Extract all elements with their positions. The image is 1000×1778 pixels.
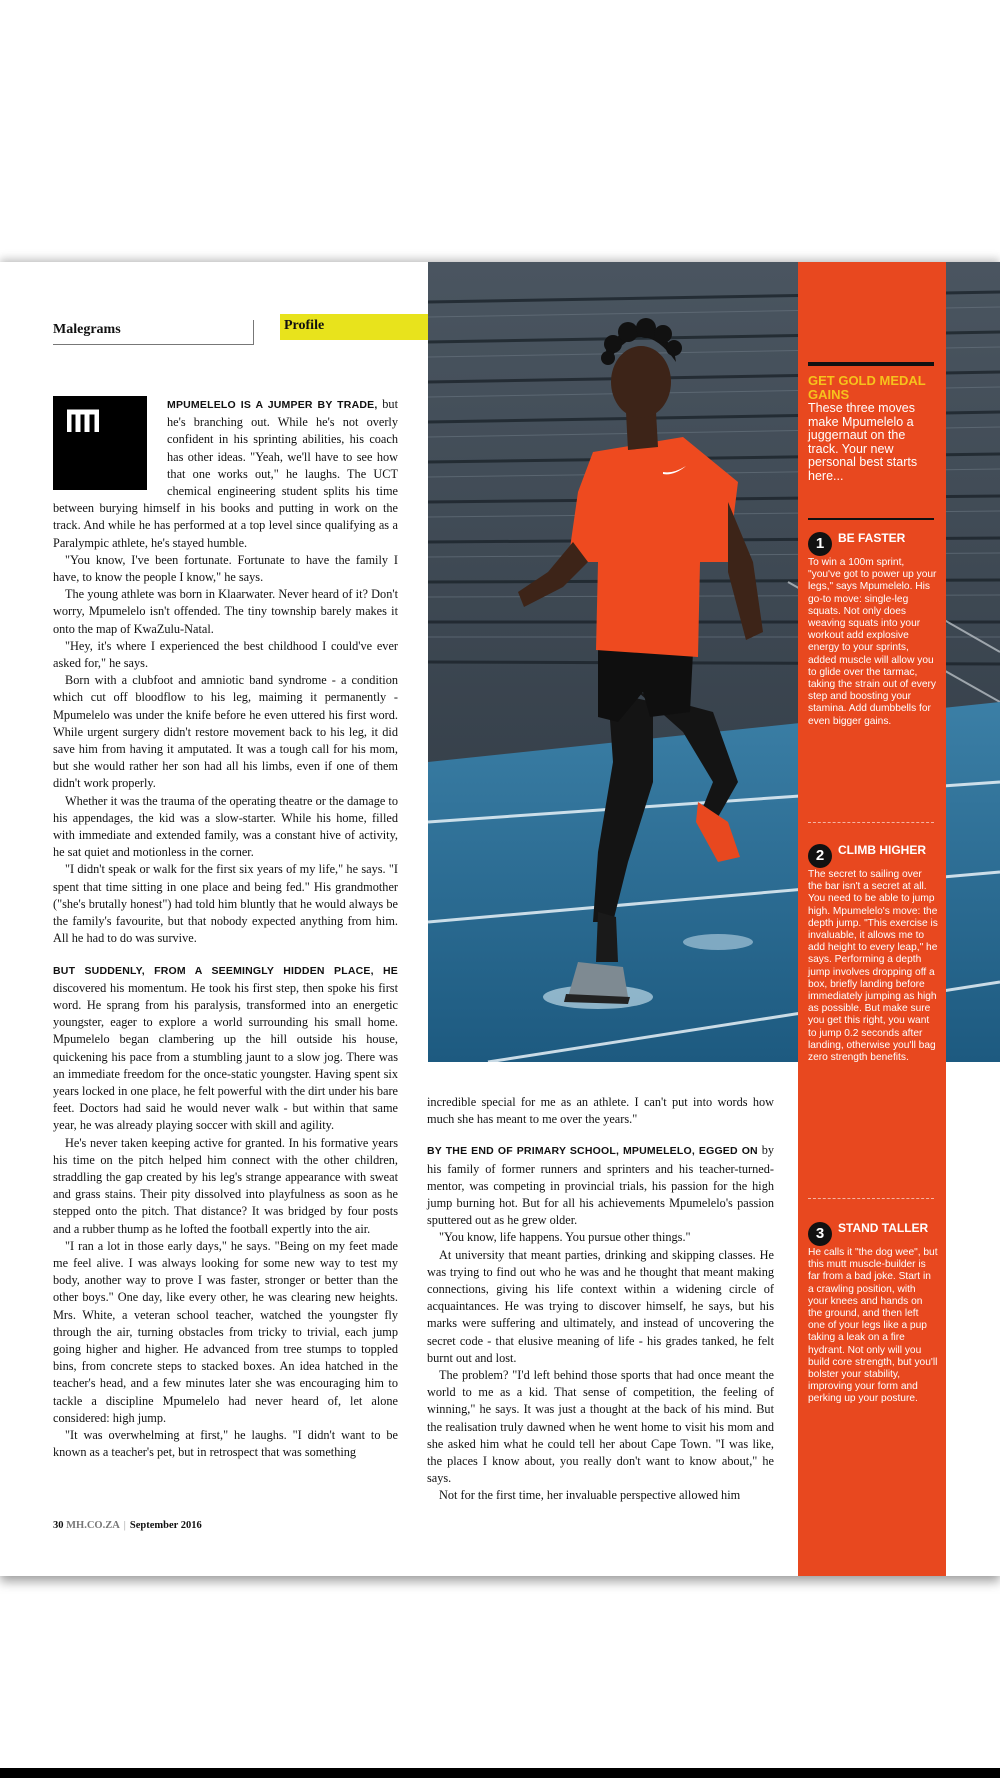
- tip-heading-3: STAND TALLER: [838, 1221, 929, 1235]
- paragraph-lead: MPUMELELO IS A JUMPER BY TRADE,: [167, 399, 378, 411]
- tip-number-1: 1: [808, 532, 832, 556]
- paragraph-text: Born with a clubfoot and amniotic band syndrome - a condition which cut off bloodflow to his leg, maiming it permanently - Mpumelelo was under the knife before he even uttered his first word. While urgent surgery didn't restore movement back to his leg, it did save him from having it amputated. It was a tough call for his mom, but she would rather her son had all his limbs, even if one of them didn't work properly.: [53, 673, 398, 791]
- paragraph: [53, 1238, 398, 1427]
- paragraph-text: Whether it was the trauma of the operating theatre or the damage to his appendages, the kid was a slow-starter. While his home, filled with immediate and extended family, was a constant hive of activity, he sat quiet and motionless in the corner.: [53, 793, 398, 860]
- paragraph: [427, 1247, 774, 1367]
- article-column-2: [427, 1094, 774, 1505]
- paragraph: [427, 1229, 774, 1246]
- tip-number-2: 2: [808, 844, 832, 868]
- page-footer: 30 MH.CO.ZA | September 2016: [53, 1520, 202, 1531]
- sidebar-intro: These three moves make Mpumelelo a juggernaut on the track. Your new personal best starts here...: [808, 401, 918, 483]
- magazine-page: [0, 262, 1000, 1576]
- sidebar-intro-rule: [808, 518, 934, 520]
- paragraph-text: "Hey, it's where I experienced the best childhood I could've ever asked for," he says.: [53, 638, 398, 671]
- paragraph-text: discovered his momentum. He took his first step, then spoke his first word. He sprang from his paralysis, transformed into an energetic youngster, eager to explore a world surrounding his small home. Mpumelelo began clambering up the hill outside his house, quickening his pace from a stumbling jaunt to a slow jog. There was an immediate freedom for the once-static youngster. Having spent six years locked in one place, he felt powerful with the dirt under his bare feet. Doctors had said he would never walk - but within that same year, he was already playing soccer with skill and agility.: [53, 980, 398, 1133]
- paragraph: [53, 793, 398, 862]
- paragraph-text: "I ran a lot in those early days," he says. "Being on my feet made me feel alive. I was always looking for some new way to test my body, another way to prove I was faster, stronger or better than the other boys." One day, like every other, he was clearing new heights. Mrs. White, a veteran school teacher, watched the youngster fly through the air, turning obstacles from tricky to trivial, each jump going higher and higher. He advanced from tree stumps to toppled bins, from concrete steps to stacked boxes. An idea hatched in the teacher's head, and a few minutes later she was encouraging him to tackle a discipline Mpumelelo had never heard of, let alone considered: high jump.: [53, 1238, 398, 1425]
- paragraph-text: "You know, I've been fortunate. Fortunate to have the family I have, to know the people I know," he says.: [53, 552, 398, 585]
- paragraph: [427, 1487, 774, 1504]
- paragraph-text: by his family of former runners and sprinters and his teacher-turned-mentor, was competing in provincial trials, his passion for the high jump burning hot. But for all his achievements Mpumelelo's passion sputtered out as he grew older.: [427, 1143, 774, 1228]
- paragraph: [53, 552, 398, 586]
- profile-tag: Profile: [280, 314, 480, 340]
- paragraph: [53, 672, 398, 792]
- paragraph-text: At university that meant parties, drinking and skipping classes. He was trying to find out who he was and he thought that meant making connections, giving his life context within a widening circle of acquaintances. He was trying to discover himself, he says, but his marks were suffering and ultimately, and instead of uncovering the secret code - that elusive meaning of life - his grades tanked, he felt burnt out and lost.: [427, 1247, 774, 1365]
- paragraph-text: Not for the first time, her invaluable perspective allowed him: [439, 1488, 741, 1503]
- paragraph: [53, 861, 398, 947]
- section-label: Malegrams: [53, 320, 254, 345]
- paragraph-text: The problem? "I'd left behind those sports that had once meant the world to me as a kid. That sense of competition, the feeling of winning," he says. It was just a thought at the back of his mind. But the realisation truly dawned when he went home to visit his mom and she asked him what he could tell her about Cape Town. "I was like, the places I know about, you really don't want to know about," he says.: [427, 1368, 774, 1486]
- dropcap-letter-m: [67, 408, 99, 434]
- tip-1: [808, 532, 938, 728]
- dropcap: [53, 396, 147, 490]
- paragraph-text: "I didn't speak or walk for the first six years of my life," he says. "I spent that time sitting in one place and being fed." His grandmother ("she's brutally honest") had told him bluntly that he would always be the family's favourite, but that nobody expected anything from him. All he had to do was survive.: [53, 862, 398, 946]
- paragraph-text: The young athlete was born in Klaarwater. Never heard of it? Don't worry, Mpumelelo isn't offended. The tiny township barely makes it onto the map of KwaZulu-Natal.: [53, 587, 398, 636]
- article-column-1: [53, 396, 398, 1461]
- tip-heading-1: BE FASTER: [838, 531, 906, 545]
- page-number: 30: [53, 1520, 64, 1531]
- tip-3: [808, 1222, 938, 1406]
- paragraph: [53, 1427, 398, 1461]
- footer-site: MH.CO.ZA: [66, 1520, 120, 1531]
- tip-body-2: The secret to sailing over the bar isn't a secret at all. You need to be able to jump high. Mpumelelo's move: the depth jump. "This exercise is invaluable, it allows me to add height to every leap," he says. Performing a depth jump involves dropping off a box, briefly landing before immediately jumping as high as possible. But make sure you get this right, you want to jump 0.2 seconds after landing, otherwise you'll bag zero strength benefits.: [808, 869, 938, 1064]
- footer-date: September 2016: [129, 1520, 202, 1531]
- tip-body-1: To win a 100m sprint, "you've got to power up your legs," says Mpumelelo. His go-to move: single-leg squats. Not only does weaving squats into your workout add explosive energy to your sprints, added muscle will allow you to glide over the tarmac, taking the strain out of every step and boosting your stamina. Add dumbbells for even bigger gains.: [808, 557, 937, 727]
- tip-number-3: 3: [808, 1222, 832, 1246]
- paragraph-text: but he's branching out. While he's not overly confident in his sprinting abilities, his coach has other ideas. "Yeah, we'll have to see how that one works out," he laughs. The UCT chemical engineering student splits his time between burying himself in his books and putting in work on the track. And while he has performed at a top level since qualifying as a Paralympic athlete, he's stayed humble.: [53, 397, 398, 550]
- paragraph-text: "It was overwhelming at first," he laughs. "I didn't want to be known as a teacher's pet, but in retrospect that was something: [53, 1427, 398, 1460]
- paragraph-lead: BY THE END OF PRIMARY SCHOOL, MPUMELELO, EGGED ON: [427, 1145, 758, 1158]
- paragraph-lead: BUT SUDDENLY, FROM A SEEMINGLY HIDDEN PLACE, HE: [53, 964, 398, 977]
- tip-body-3: He calls it "the dog wee", but this mutt muscle-builder is far from a bad joke. Start in a crawling position, with your knees and hands on the ground, and then left one of your legs like a pup taking a leak on a fire hydrant. Not only will you build core strength, but you'll bolster your stability, improving your form and perking up your posture.: [808, 1247, 938, 1405]
- paragraph-text: He's never taken keeping active for granted. In his formative years his time on the pitch helped him connect with the other children, straddling the gap created by his leg's strange appearance with sweat and grass stains. Their pity dissolved into playfulness as soon as he stepped onto the pitch. That distance? It was bridged by four posts and a rubber thump as he lofted the football expertly into the air.: [53, 1135, 398, 1236]
- paragraph: [427, 1094, 774, 1128]
- sidebar-top-rule: [808, 362, 934, 366]
- sidebar-divider: [808, 822, 934, 823]
- paragraph-text: "You know, life happens. You pursue other things.": [439, 1230, 691, 1245]
- sidebar-divider: [808, 1198, 934, 1199]
- paragraph: [53, 586, 398, 638]
- sidebar-title: GET GOLD MEDAL GAINS: [808, 373, 926, 402]
- screen-bottom-bar: [0, 1768, 1000, 1778]
- tips-sidebar: [798, 262, 946, 1576]
- tip-2: [808, 844, 938, 1064]
- paragraph: [53, 1135, 398, 1238]
- paragraph: [53, 962, 398, 1135]
- paragraph: [427, 1367, 774, 1487]
- paragraph-text: incredible special for me as an athlete. I can't put into words how much she has meant to me over the years.": [427, 1095, 774, 1127]
- tip-heading-2: CLIMB HIGHER: [838, 843, 926, 857]
- paragraph: [427, 1142, 774, 1229]
- paragraph: [53, 638, 398, 672]
